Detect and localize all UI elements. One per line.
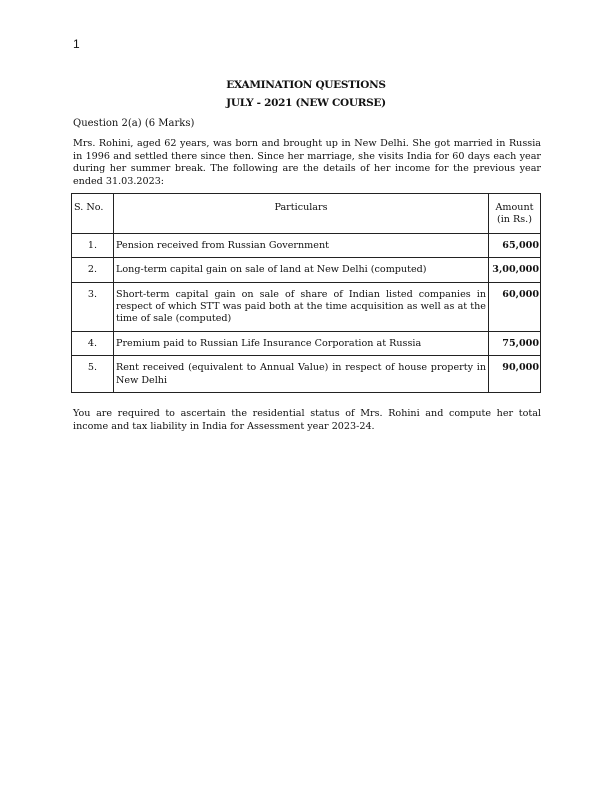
- row-amount: 60,000: [489, 282, 541, 331]
- table-row: [72, 356, 541, 393]
- page-number: 1: [73, 37, 80, 51]
- question-label: Question 2(a) (6 Marks): [73, 118, 195, 129]
- row-amount: 75,000: [489, 331, 541, 355]
- row-sno: 5.: [72, 356, 114, 393]
- row-particulars: Long-term capital gain on sale of land at New Delhi (computed): [114, 258, 489, 282]
- row-sno: 2.: [72, 258, 114, 282]
- header-sno: S. No.: [72, 194, 114, 234]
- page-subtitle: JULY - 2021 (NEW COURSE): [226, 97, 386, 109]
- header-amount-line1: Amount: [495, 202, 534, 213]
- row-sno: 1.: [72, 233, 114, 257]
- row-particulars: Rent received (equivalent to Annual Value) in respect of house property in New Delhi: [114, 356, 489, 393]
- table-row: [72, 331, 541, 355]
- row-amount: 65,000: [489, 233, 541, 257]
- income-table: [71, 193, 541, 393]
- table-header-row: [72, 194, 541, 234]
- header-amount: [489, 194, 541, 234]
- question-closing: You are required to ascertain the residential status of Mrs. Rohini and compute her total income and tax liability in India for Assessment year 2023-24.: [73, 408, 541, 432]
- table-row: [72, 282, 541, 331]
- header-particulars: Particulars: [114, 194, 489, 234]
- table-row: [72, 258, 541, 282]
- row-particulars: Pension received from Russian Government: [114, 233, 489, 257]
- row-amount: 3,00,000: [489, 258, 541, 282]
- row-particulars: Short-term capital gain on sale of share of Indian listed companies in respect of which STT was paid both at the time acquisition as well as at the time of sale (computed): [114, 282, 489, 331]
- header-amount-line2: (in Rs.): [497, 214, 532, 226]
- row-particulars: Premium paid to Russian Life Insurance Corporation at Russia: [114, 331, 489, 355]
- row-sno: 4.: [72, 331, 114, 355]
- table-row: [72, 233, 541, 257]
- row-amount: 90,000: [489, 356, 541, 393]
- page-title: EXAMINATION QUESTIONS: [226, 79, 386, 91]
- question-intro: Mrs. Rohini, aged 62 years, was born and brought up in New Delhi. She got married in Russia in 1996 and settled there since then. Since her marriage, she visits India for 60 days each year during her summer break. The following are the details of her income for the previous year ended 31.03.2023:: [73, 138, 541, 187]
- row-sno: 3.: [72, 282, 114, 331]
